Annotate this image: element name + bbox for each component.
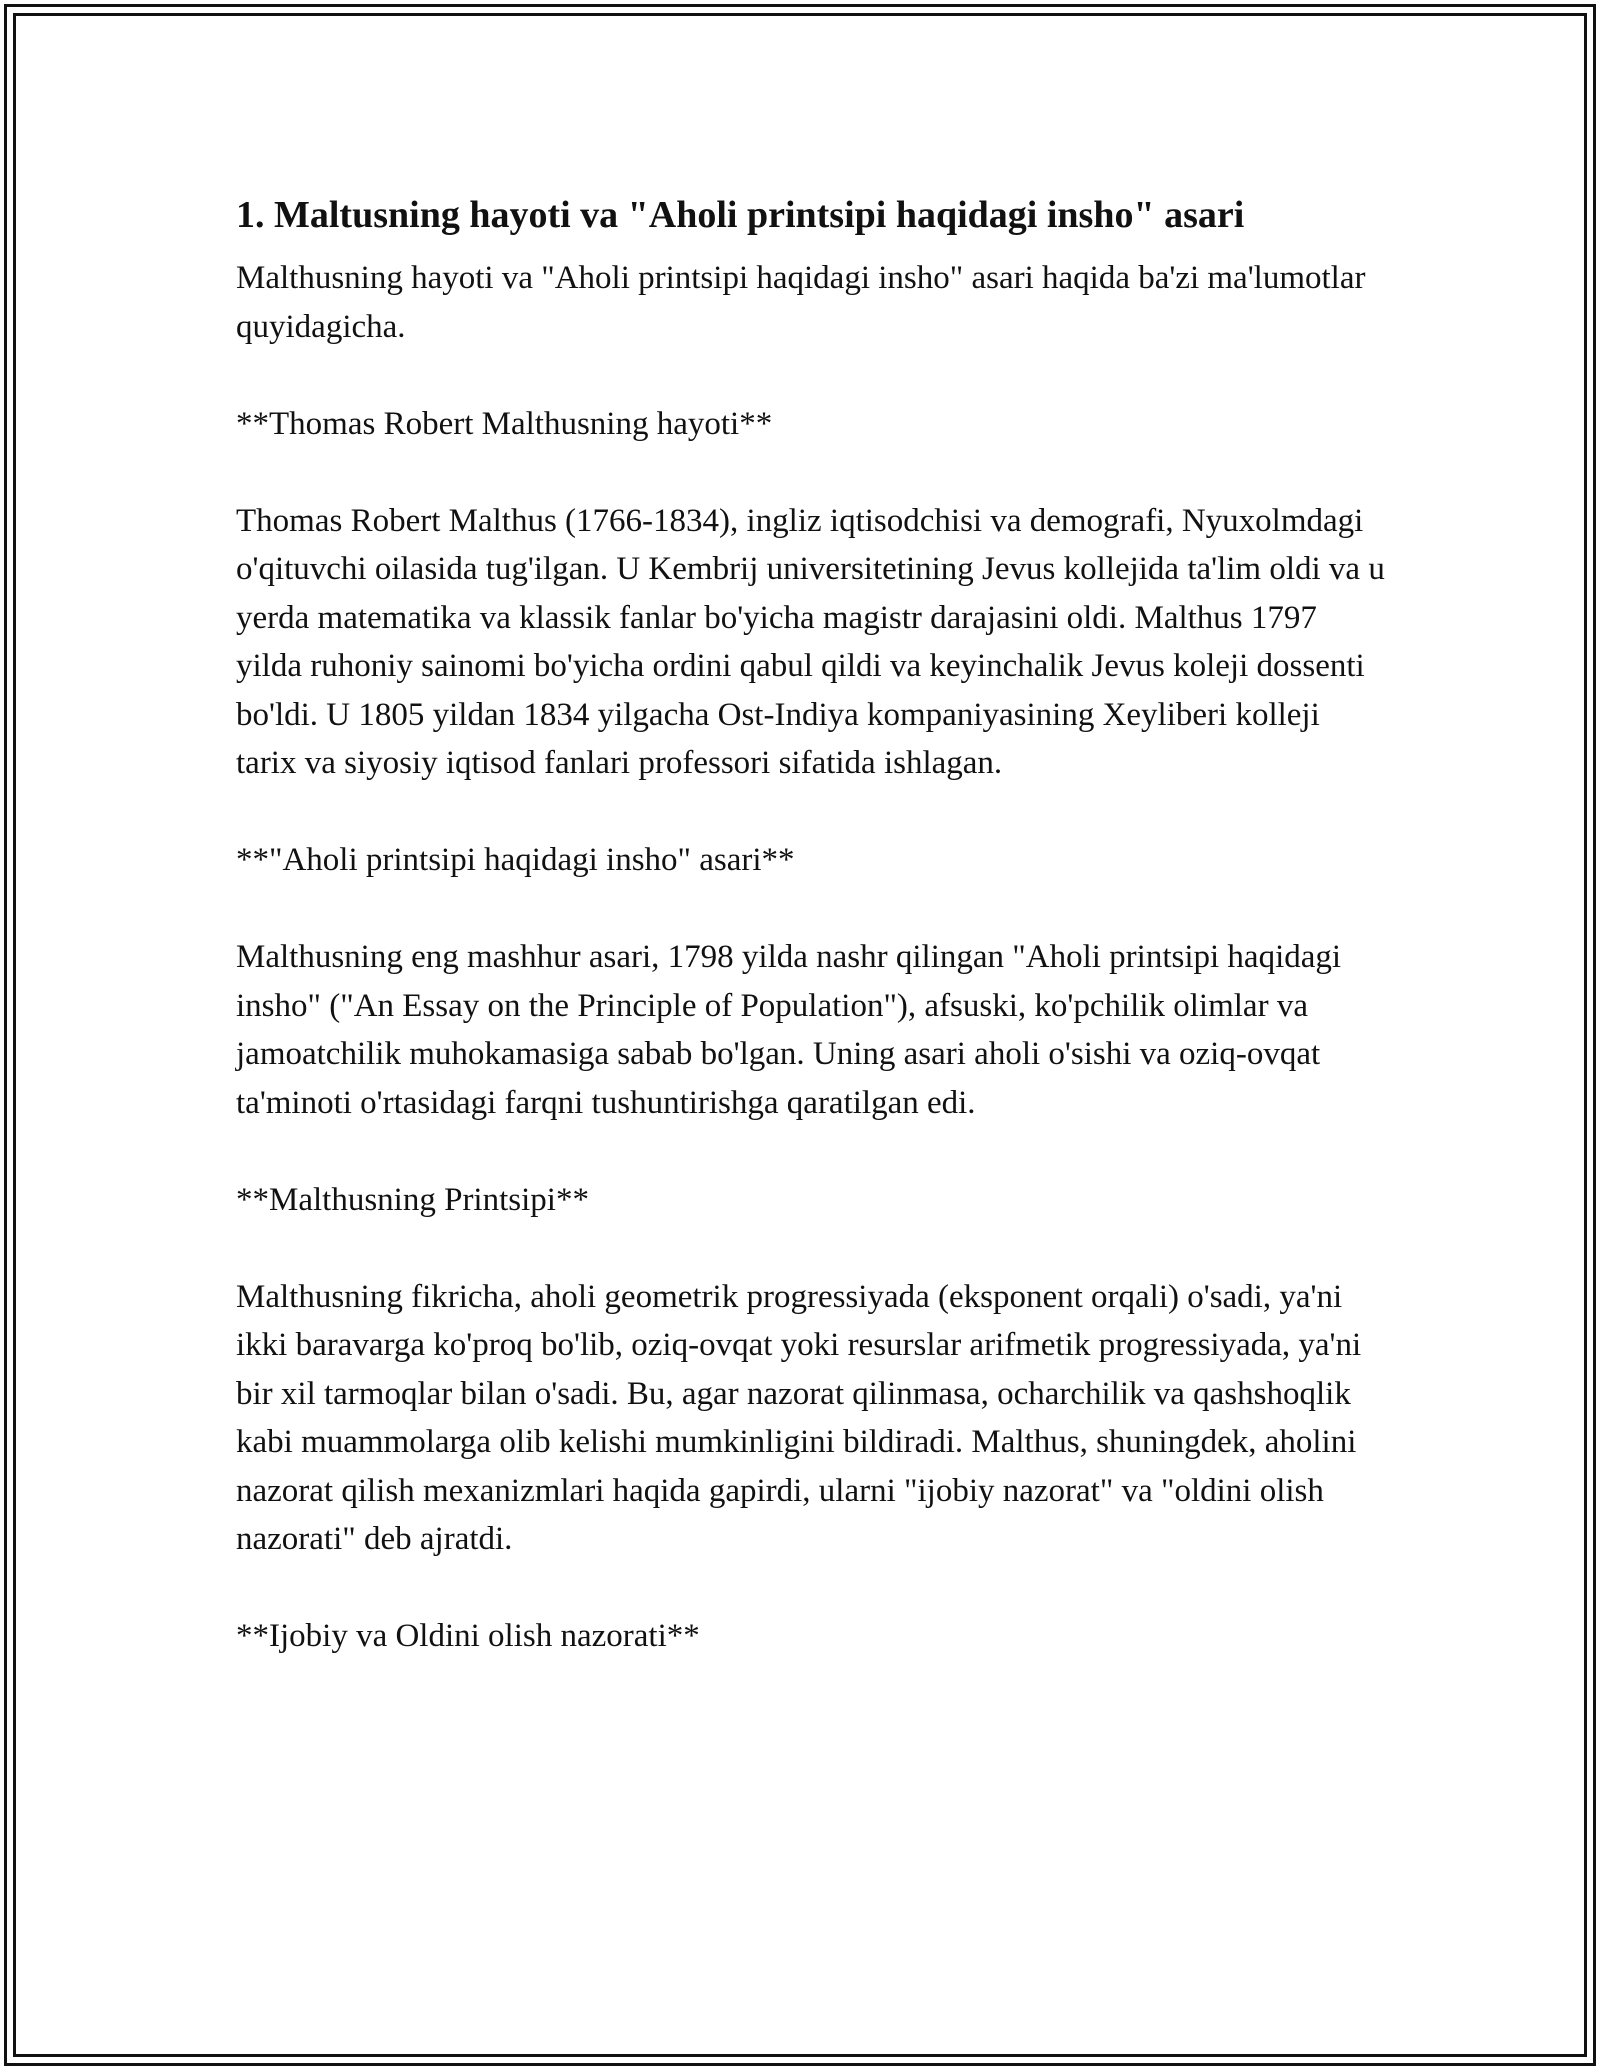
essay-paragraph: Malthusning eng mashhur asari, 1798 yilda nashr qilingan "Aholi printsipi haqidagi insho" ("An Essay on the Principle of Population"), afsuski, ko'pchilik olimlar va jamoatchilik muhokamasiga sabab bo'lgan. Uning asari aholi o'sishi va oziq-ovqat ta'minoti o'rtasidagi farqni tushuntirishga qaratilgan edi. [236,939,1342,1121]
life-paragraph: Thomas Robert Malthus (1766-1834), ingliz iqtisodchisi va demografi, Nyuxolmdagi o'qituvchi oilasida tug'ilgan. U Kembrij universitetining Jevus kollejida ta'lim oldi va u yerda matematika va klassik fanlar bo'yicha magistr darajasini oldi. Malthus 1797 yilda ruhoniy sainomi bo'yicha ordini qabul qildi va keyinchalik Jevus koleji dossenti bo'ldi. U 1805 yildan 1834 yilgacha Ost-Indiya kompaniyasining Xeyliberi kolleji tarix va siyosiy iqtisod fanlari professori sifatida ishlagan. [236,502,1385,781]
section-heading-life: **Thomas Robert Malthusning hayoti** [236,405,773,442]
document-body [236,184,1386,1661]
section-heading-principle: **Malthusning Printsipi** [236,1181,589,1218]
document-title: 1. Maltusning hayoti va "Aholi printsipi haqidagi insho" asari [236,194,1245,236]
section-heading-checks: **Ijobiy va Oldini olish nazorati** [236,1618,700,1654]
intro-paragraph: Malthusning hayoti va "Aholi printsipi haqidagi insho" asari haqida ba'zi ma'lumotlar quyidagicha. [236,260,1366,345]
section-heading-essay: **"Aholi printsipi haqidagi insho" asari** [236,842,795,878]
principle-paragraph: Malthusning fikricha, aholi geometrik progressiyada (eksponent orqali) o'sadi, ya'ni ikki baravarga ko'proq bo'lib, oziq-ovqat yoki resurslar arifmetik progressiyada, ya'ni bir xil tarmoqlar bilan o'sadi. Bu, agar nazorat qilinmasa, ocharchilik va qashshoqlik kabi muammolarga olib kelishi mumkinligini bildiradi. Malthus, shuningdek, aholini nazorat qilish mexanizmlari haqida gapirdi, ularni "ijobiy nazorat" va "oldini olish nazorati" deb ajratdi. [236,1278,1362,1557]
